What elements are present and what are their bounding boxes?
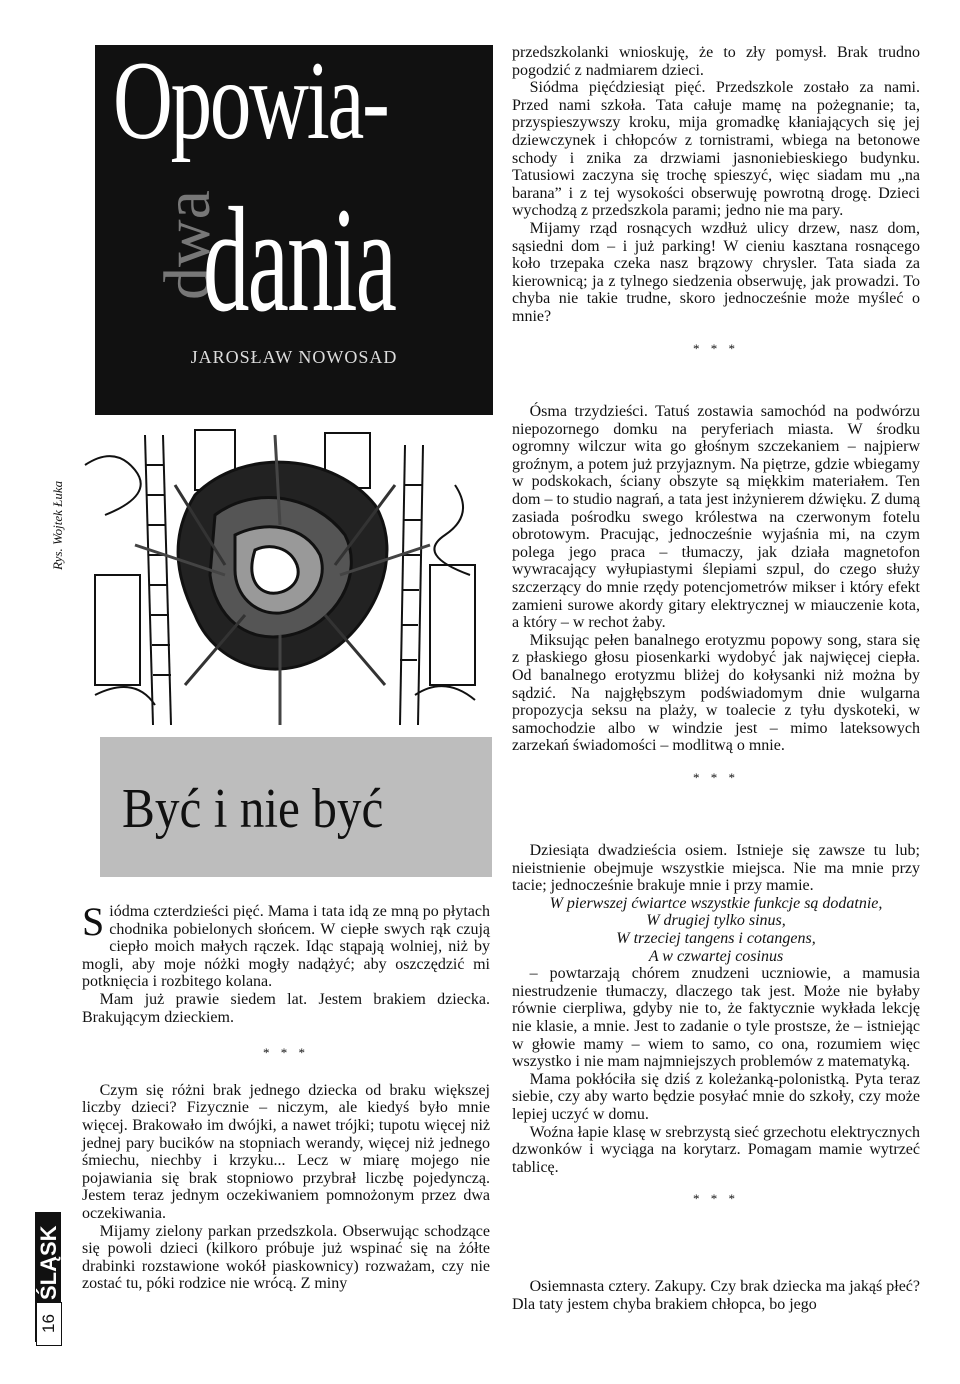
story-title: Być i nie być: [122, 778, 384, 840]
story-title-band: [100, 737, 492, 877]
paragraph: Mam już prawie siedem lat. Jestem brakiem dziecka. Brakującym dzieckiem.: [82, 990, 490, 1026]
ladder-left: [145, 435, 171, 725]
section-separator: * * *: [263, 1045, 309, 1061]
section-separator: * * *: [693, 1191, 739, 1207]
drop-cap: S: [82, 899, 105, 944]
poem-line: W pierwszej ćwiartce wszystkie funkcje są dodatnie,: [549, 894, 883, 912]
paragraph: Mijamy rząd rosnących wzdłuż ulicy drzew, nasz dom, sąsiedni dom – i już parking! W cieniu kasztana rosnącego koło trzepaka czeka nasz brązowy chrysler. Tata siada za kierownicą; ja z tylnego siedzenia obserwuję, jak prowadzi. To chyba nie takie trudne, skoro jednocześnie może myśleć o mnie?: [512, 219, 920, 325]
left-column-text: [82, 899, 490, 1293]
right-column-text-top: [512, 44, 920, 357]
poem-line: A w czwartej cosinus: [648, 947, 784, 965]
paragraph: – powtarzają chórem znudzeni uczniowie, a mamusia niestrudzenie tłumaczy, dlaczego tak jest. Może nie byłaby równie cierpliwa, gdyby nie to, że faktycznie wykłada lekcję nie klasie, a mnie. Jest to zadanie o tyle prostsze, że – istniejąc w głowie mamy – wiem to samo, co ona, rozumiem więc wszystko i nie mam najmniejszych problemów z matematyką.: [512, 965, 920, 1071]
magazine-brand: ŚLĄSK: [36, 1225, 61, 1300]
title-word-dwa: dwa: [151, 190, 224, 300]
illustration: [75, 425, 490, 735]
paragraph: Ósma trzydzieści. Tatuś zostawia samochód na podwórzu niepozornego domku na peryferiach miasta. W środku ogromny wilczur wita go głośnym szczekaniem – najpierw groźnym, a potem już przyjaznym. Na piętrze, gdzie wbiegamy w podskokach, ściany obszyte są miękkim materiałem. Ten dom – to studio nagrań, a tata jest inżynierem dźwięku. Z dumą zasiada pośrodku swego królestwa na czerwonym fotelu obrotowym. Pracując, jednocześnie wyjaśnia mi, na czym polega jego praca – tłumaczy, jak działa magnetofon wywracający wyłupiastymi ślepiami szpul, do czego służy szczerzący do mnie rzędy potencjometrów mikser i który efekt zamieni surowe akordy gitary elektrycznej w miauczenie kota, a który – w rechot żaby.: [512, 403, 920, 632]
paragraph: Siódma pięćdziesiąt pięć. Przedszkole zostało za nami. Przed nami szkoła. Tata całuje mamę na pożegnanie; ta, przyspieszywszy kroku, mija gromadkę kłaniających się jej dziewczynek i chłopców z tornistrami, wbiega na betonowe schody i znika za drzwiami jasnoniebieskiego budynku. Tatusiowi zaczyna się trochę spieszyć, więc siadam mu „na barana” i z tej wysokości obserwuję powrotną drogę. Dzieci wychodzą z przedszkola parami; jedno nie ma pary.: [512, 79, 920, 220]
ladder-right: [400, 445, 423, 725]
title-word-opowia: Opowia-: [113, 45, 388, 163]
paragraph: przedszkolanki wnioskuję, że to zły pomysł. Brak trudno pogodzić z nadmiarem dzieci.: [512, 44, 920, 79]
author-name: JAROSŁAW NOWOSAD: [190, 347, 398, 367]
right-column-text-low: [512, 842, 920, 1208]
poem-line: W trzeciej tangens i cotangens,: [616, 929, 816, 947]
paragraph: Mijamy zielony parkan przedszkola. Obserwując schodzące się powoli dzieci (kilkoro próbuje już wspinać się na żółte drabinki rozstawione wokół piaskownicy) rozważam, czy nie zostać tu, póki rodzice nie wrócą. Z miny: [82, 1222, 490, 1293]
page-number: 16: [36, 1302, 62, 1346]
paragraph: Mama pokłóciła się dziś z koleżanką-polonistką. Pyta teraz siebie, czy aby warto będzie posyłać mnie do szkoły, czy może lepiej uczyć w domu.: [512, 1070, 920, 1123]
paragraph: Dziesiąta dwadzieścia osiem. Istnieje się zawsze tu lub; nieistnienie obejmuje wszystkie miejsca. Nie ma mnie przy tacie; jednocześnie brakuje mnie i przy mamie.: [512, 842, 920, 895]
paragraph: Miksując pełen banalnego erotyzmu popowy song, stara się z płaskiego głosu piosenkarki wydobyć jak najwięcej ciepła. Od banalnego erotyzmu bliżej do kołysanki niż można by sądzić. Na najgłębszym podświadomym dnie wulgarna propozycja seksu na plaży, w toalecie z tyłu dyskoteki, w samochodzie albo w windzie jest – mimo lateksowych zarzekań świadomości – modlitwą o mnie.: [512, 631, 920, 755]
right-column-text-mid: [512, 403, 920, 786]
title-block: [95, 45, 493, 415]
paragraph: Czym się różni brak jednego dziecka od braku większej liczby dzieci? Fizycznie – niczym, ale kiedyś było mnie więcej. Brakowało im dwójki, a nawet trójki; tupotu więcej niż jednej pary bucików na stopniach werandy, więcej niż jednego śmiechu, niechby i krzyku... Lecz w miarę mojego nie pojawiania się brak stopniowo przybrał liczbę pojedynczą. Jestem teraz jednym oczekiwaniem pomnożonym przez dwa oczekiwania.: [82, 1081, 490, 1222]
paragraph: Siódma czterdzieści pięć. Mama i tata idą ze mną po płytach chodnika pobielonych słońcem. W ciepłe swych rąk czują ciepło moich małych rączek. Idąc stąpają wolniej, niż by mogli, aby moje nóżki mogły nadążyć; aby oszczędzić mi potknięcia i rozbitego kolana.: [82, 899, 490, 991]
section-separator: * * *: [693, 340, 739, 356]
section-separator: * * *: [693, 769, 739, 785]
paragraph: Woźna łapie klasę w srebrzystą sieć grzechotu elektrycznych dzwonków i wyciąga na korytarz. Pomagam mamie wytrzeć tablicę.: [512, 1123, 920, 1176]
illustration-credit: Rys. Wojtek Łuka: [50, 480, 65, 570]
right-column-text-bottom: [512, 1278, 920, 1313]
poem-line: W drugiej tylko sinus,: [646, 912, 786, 930]
title-word-dania: dania: [203, 177, 396, 343]
paragraph: Osiemnasta cztery. Zakupy. Czy brak dziecka ma jakąś płeć? Dla taty jestem chyba brakiem chłopca, bo jego: [512, 1278, 920, 1313]
